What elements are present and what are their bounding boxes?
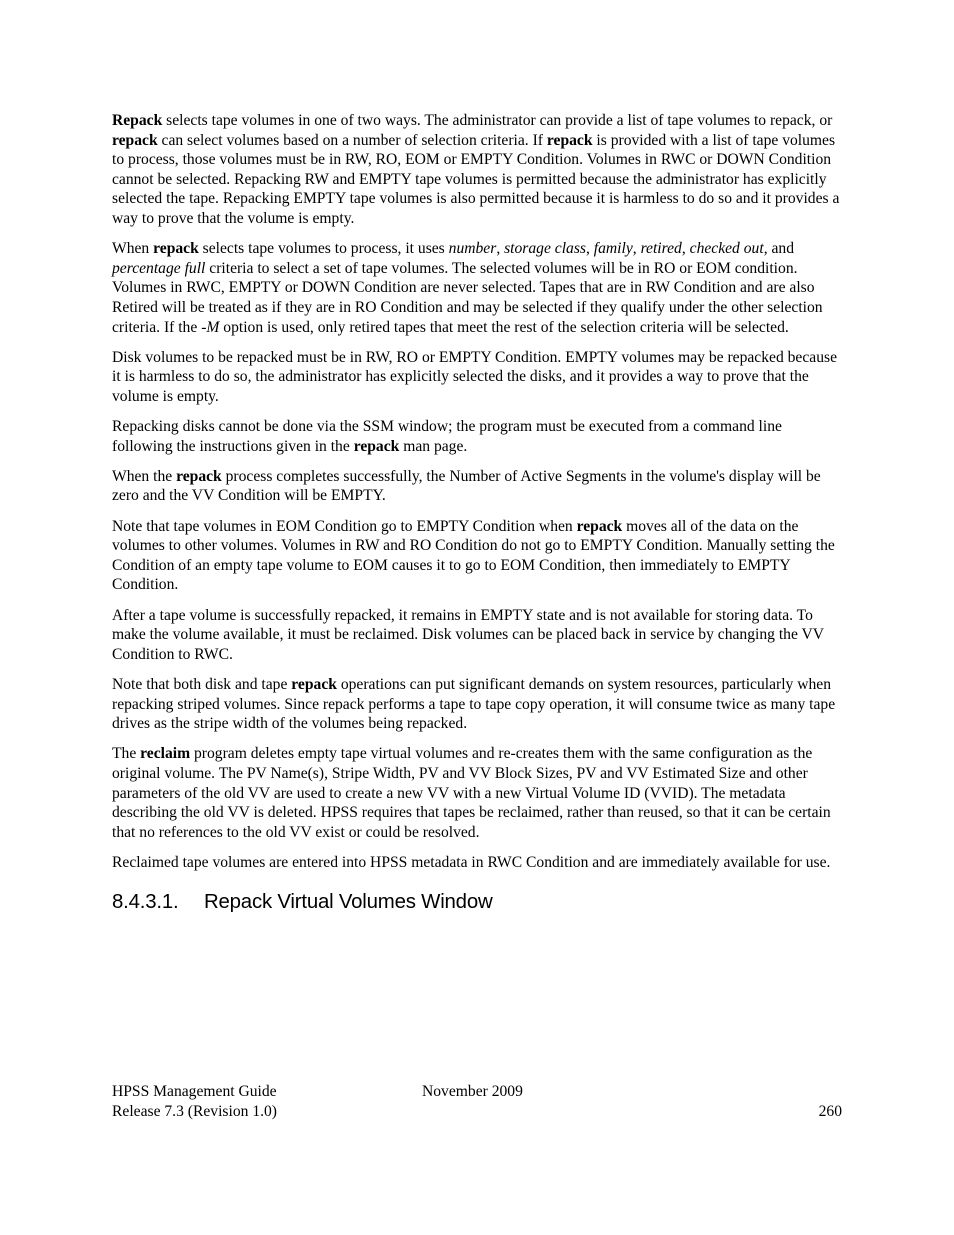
paragraph-repacking-disks [112,417,842,456]
section-number: 8.4.3.1. [112,890,179,913]
footer-date: November 2009 [422,1083,523,1100]
text-run: selects tape volumes to process, it uses [198,240,449,258]
text-run: Reclaimed tape volumes are entered into HPSS metadata in RWC Condition and are immediately available for use. [112,853,831,871]
text-run: When the [112,467,177,485]
command-name: repack [153,240,199,258]
text-run: , and [763,240,794,258]
section-heading [112,889,842,915]
text-run: Note that both disk and tape [112,676,292,693]
section-title: Repack Virtual Volumes Window [204,890,493,913]
text-run: , [632,240,641,258]
command-name: repack [112,131,158,149]
emphasis-term: -M [201,318,220,336]
paragraph-reclaimed-volumes [112,853,842,873]
command-name: repack [546,131,593,149]
emphasis-term: storage class [504,240,586,258]
text-run: Repacking disks cannot be done via the SSM window; the program must be executed from a command line following the instructions given in the [112,418,782,455]
emphasis-term: retired [640,240,682,258]
paragraph-after-repack [112,606,842,665]
text-run: can select volumes based on a number of selection criteria. If [157,131,547,149]
footer-page-number: 260 [818,1103,842,1120]
text-run: option is used, only retired tapes that meet the rest of the selection criteria will be selected. [219,318,789,336]
text-run: , [585,240,594,258]
text-run: When [112,240,154,258]
text-run: operations can put significant demands on system resources, particularly when repacking striped volumes. Since repack performs a tape to tape copy operation, it will consume twice as many tape drives as the stripe width of the volumes being repacked. [112,676,836,733]
text-run: , [681,240,690,258]
command-name: Repack [112,112,163,129]
paragraph-eom-condition [112,517,842,595]
command-name: repack [291,676,337,693]
text-run: The [112,745,141,763]
footer-release: Release 7.3 (Revision 1.0) [112,1103,277,1120]
command-name: reclaim [140,745,191,763]
text-run: man page. [399,437,468,455]
text-run: is provided with a list of tape volumes to process, those volumes must be in RW, RO, EOM or EMPTY Condition. Volumes in RWC or DOWN Condition cannot be selected. Repacking RW and EMPTY tape volumes is permitted because the administrator has explicitly selected the tape. Repacking EMPTY tape volumes is also permitted because it is harmless to do so and it provides a way to prove that the volume is empty. [112,131,840,227]
text-run: , [496,240,505,258]
paragraph-repack-selection [112,111,842,229]
text-run: Note that tape volumes in EOM Condition go to EMPTY Condition when [112,517,577,535]
text-run: criteria to select a set of tape volumes. The selected volumes will be in RO or EOM condition. Volumes in RWC, EMPTY or DOWN Condition are never selected. Tapes that are in RW Condition and are also Retired will be treated as if they are in RO Condition and may be selected if they qualify under the other selection criteria. If the [112,259,823,336]
command-name: repack [176,467,222,485]
paragraph-reclaim-program [112,744,842,842]
emphasis-term: family [593,240,633,258]
paragraph-repack-completion [112,467,842,506]
command-name: repack [353,437,400,455]
emphasis-term: percentage full [112,259,206,277]
emphasis-term: number [448,240,497,258]
paragraph-system-resources [112,675,842,734]
text-run: Disk volumes to be repacked must be in RW, RO or EMPTY Condition. EMPTY volumes may be repacked because it is harmless to do so, the administrator has explicitly selected the disks, and it provides a way to prove that the volume is empty. [112,348,837,405]
emphasis-term: checked out [689,240,764,258]
text-run: program deletes empty tape virtual volumes and re-creates them with the same configuration as the original volume. The PV Name(s), Stripe Width, PV and VV Block Sizes, PV and VV Estimated Size and other parameters of the old VV are used to create a new VV with a new Virtual Volume ID (VVID). The metadata describing the old VV is deleted. HPSS requires that tapes be reclaimed, rather than reused, so that it can be certain that no references to the old VV exist or could be resolved. [112,745,831,841]
text-run: selects tape volumes in one of two ways. The administrator can provide a list of tape volumes to repack, or [162,112,833,129]
footer-guide-title: HPSS Management Guide [112,1083,277,1100]
text-run: moves all of the data on the volumes to other volumes. Volumes in RW and RO Condition do not go to EMPTY Condition. Manually setting the Condition of an empty tape volume to EOM causes it to go to EOM Condition, then immediately to EMPTY Condition. [112,517,835,594]
paragraph-repack-criteria [112,239,842,337]
command-name: repack [576,517,623,535]
text-run: After a tape volume is successfully repacked, it remains in EMPTY state and is not available for storing data. To make the volume available, it must be reclaimed. Disk volumes can be placed back in service by changing the VV Condition to RWC. [112,606,824,663]
document-body [112,111,842,915]
text-run: process completes successfully, the Number of Active Segments in the volume's display will be zero and the VV Condition will be EMPTY. [112,467,821,505]
paragraph-disk-volumes [112,348,842,407]
